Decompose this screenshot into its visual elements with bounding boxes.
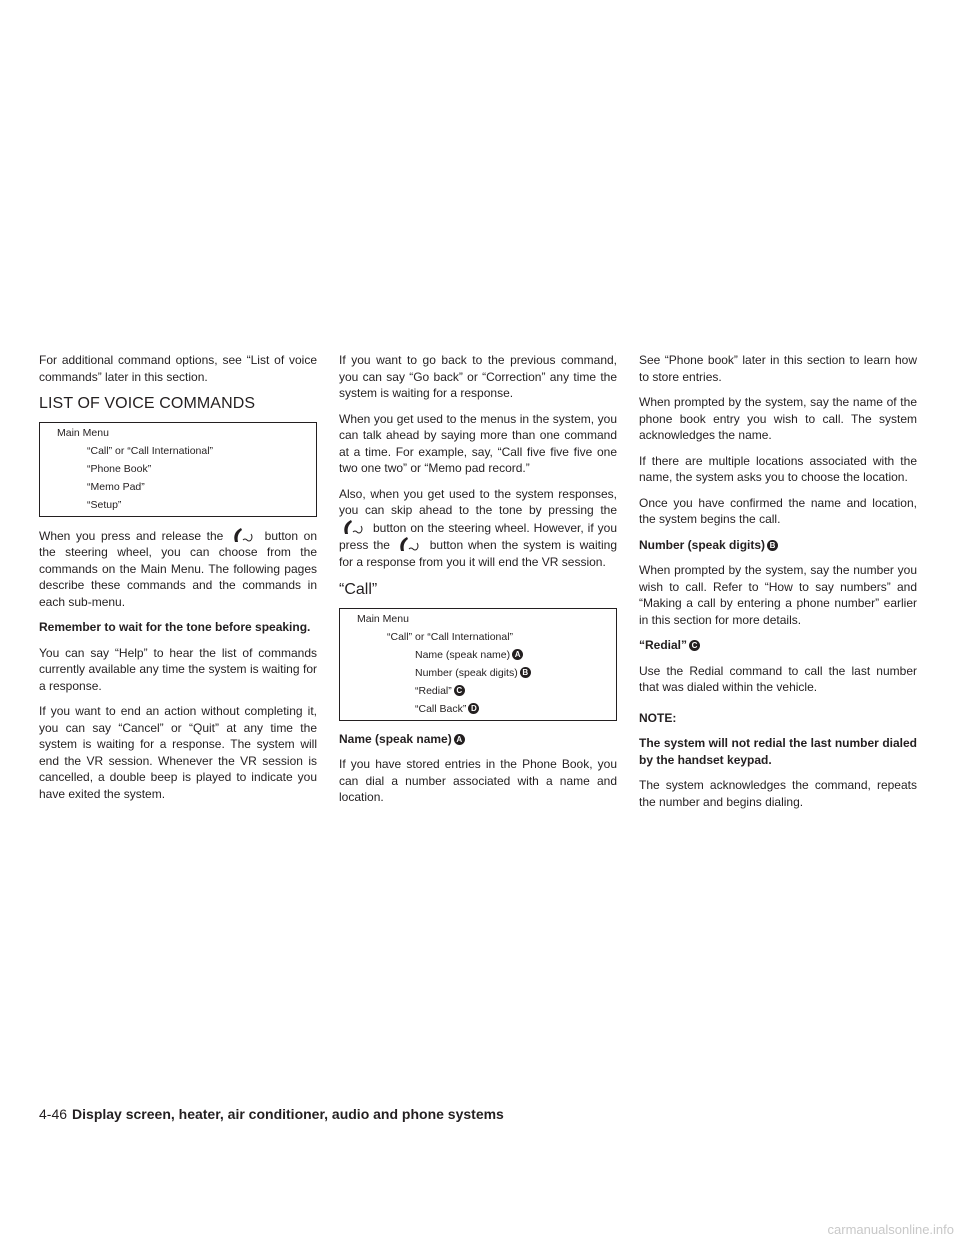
see-phonebook-paragraph: See “Phone book” later in this section to learn how to store entries. [639,353,917,384]
name-subheading [339,731,617,748]
intro-paragraph: For additional command options, see “List of voice commands” later in this section. [39,353,317,384]
text: “Redial” [639,638,688,652]
menu-title: Main Menu [357,612,409,625]
badge-b-icon: B [520,667,531,678]
number-subheading [639,537,917,554]
menu-item-label: “Call Back” [415,702,467,715]
call-menu-box [339,608,617,721]
name-paragraph: If you have stored entries in the Phone Book, you can dial a number associated with a name and location. [339,757,617,804]
menu-item: “Call” or “Call International” [87,444,214,457]
press-paragraph [39,527,317,611]
talk-button-icon [229,527,259,543]
talk-button-icon [395,536,425,552]
multiple-locations-paragraph: If there are multiple locations associated with the name, the system asks you to choose the location. [639,453,917,484]
badge-c-icon: C [454,685,465,696]
remember-note: Remember to wait for the tone before speaking. [39,620,311,634]
menu-title: Main Menu [57,426,109,439]
column-1 [39,352,317,811]
help-paragraph: You can say “Help” to hear the list of commands currently available any time the system is waiting for a response. [39,645,317,693]
menu-item [357,667,616,680]
main-menu-box [39,422,317,517]
note-text: The system will not redial the last number dialed by the handset keypad. [639,736,917,767]
menu-item: “Setup” [87,498,122,511]
go-back-paragraph: If you want to go back to the previous command, you can say “Go back” or “Correction” any time the system is waiting for a response. [339,353,617,400]
prompted-paragraph: When prompted by the system, say the name of the phone book entry you wish to call. The system acknowledges the name. [639,395,917,442]
column-3 [639,352,917,819]
badge-a-icon: A [512,649,523,660]
menu-sub: “Call” or “Call International” [387,630,514,643]
text: button on the steering wheel, you can choose from the commands on the Main Menu. The following pages describe these commands and the commands in each sub-menu. [39,528,317,609]
badge-c-icon: C [689,640,700,651]
number-paragraph: When prompted by the system, say the number you wish to call. Refer to “How to say numbers” and “Making a call by entering a phone number” earlier in this section for more details. [639,563,917,627]
text: button on the steering wheel. However, if you press the [339,520,617,552]
menu-item [357,703,616,716]
end-action-paragraph: If you want to end an action without completing it, you can say “Cancel” or “Quit” at any time the system is waiting for a response. The system will end the VR session. Whenever the VR session is cancelled, a double beep is played to indicate you have exited the system. [39,704,317,801]
watermark: carmanualsonline.info [827,1222,954,1237]
confirmed-paragraph: Once you have confirmed the name and location, the system begins the call. [639,495,917,526]
page-footer [39,1106,504,1122]
menu-item-label: Name (speak name) [415,648,511,661]
menu-item: “Phone Book” [87,462,152,475]
column-2 [339,352,617,815]
menu-item [357,649,616,662]
badge-d-icon: D [468,703,479,714]
menu-item-label: Number (speak digits) [415,666,518,679]
menu-item-label: “Redial” [415,684,452,697]
text: Also, when you get used to the system responses, you can skip ahead to the tone by pressing the [339,486,617,517]
call-heading: “Call” [339,581,378,598]
menu-item: “Memo Pad” [87,480,145,493]
section-heading: LIST OF VOICE COMMANDS [39,395,256,412]
chapter-title: Display screen, heater, air conditioner, audio and phone systems [72,1106,504,1122]
text: When you press and release the [39,528,224,543]
talk-button-icon [339,519,369,535]
redial-subheading [639,637,917,654]
redial-paragraph: Use the Redial command to call the last number that was dialed within the vehicle. [639,663,917,694]
text: button when the system is waiting for a response from you it will end the VR session. [339,538,617,569]
text: Name (speak name) [339,731,452,746]
text: Number (speak digits) [639,537,766,552]
page-number: 4-46 [39,1106,68,1122]
acknowledge-paragraph: The system acknowledges the command, repeats the number and begins dialing. [639,778,917,809]
menus-paragraph: When you get used to the menus in the system, you can talk ahead by saying more than one command at a time. For example, say, “Call five five five one two one two” or “Memo pad record.” [339,411,617,475]
badge-b-icon: B [767,540,778,551]
note-label: NOTE: [639,710,677,725]
badge-a-icon: A [454,734,465,745]
menu-item [357,685,616,698]
skip-ahead-paragraph [339,486,617,571]
